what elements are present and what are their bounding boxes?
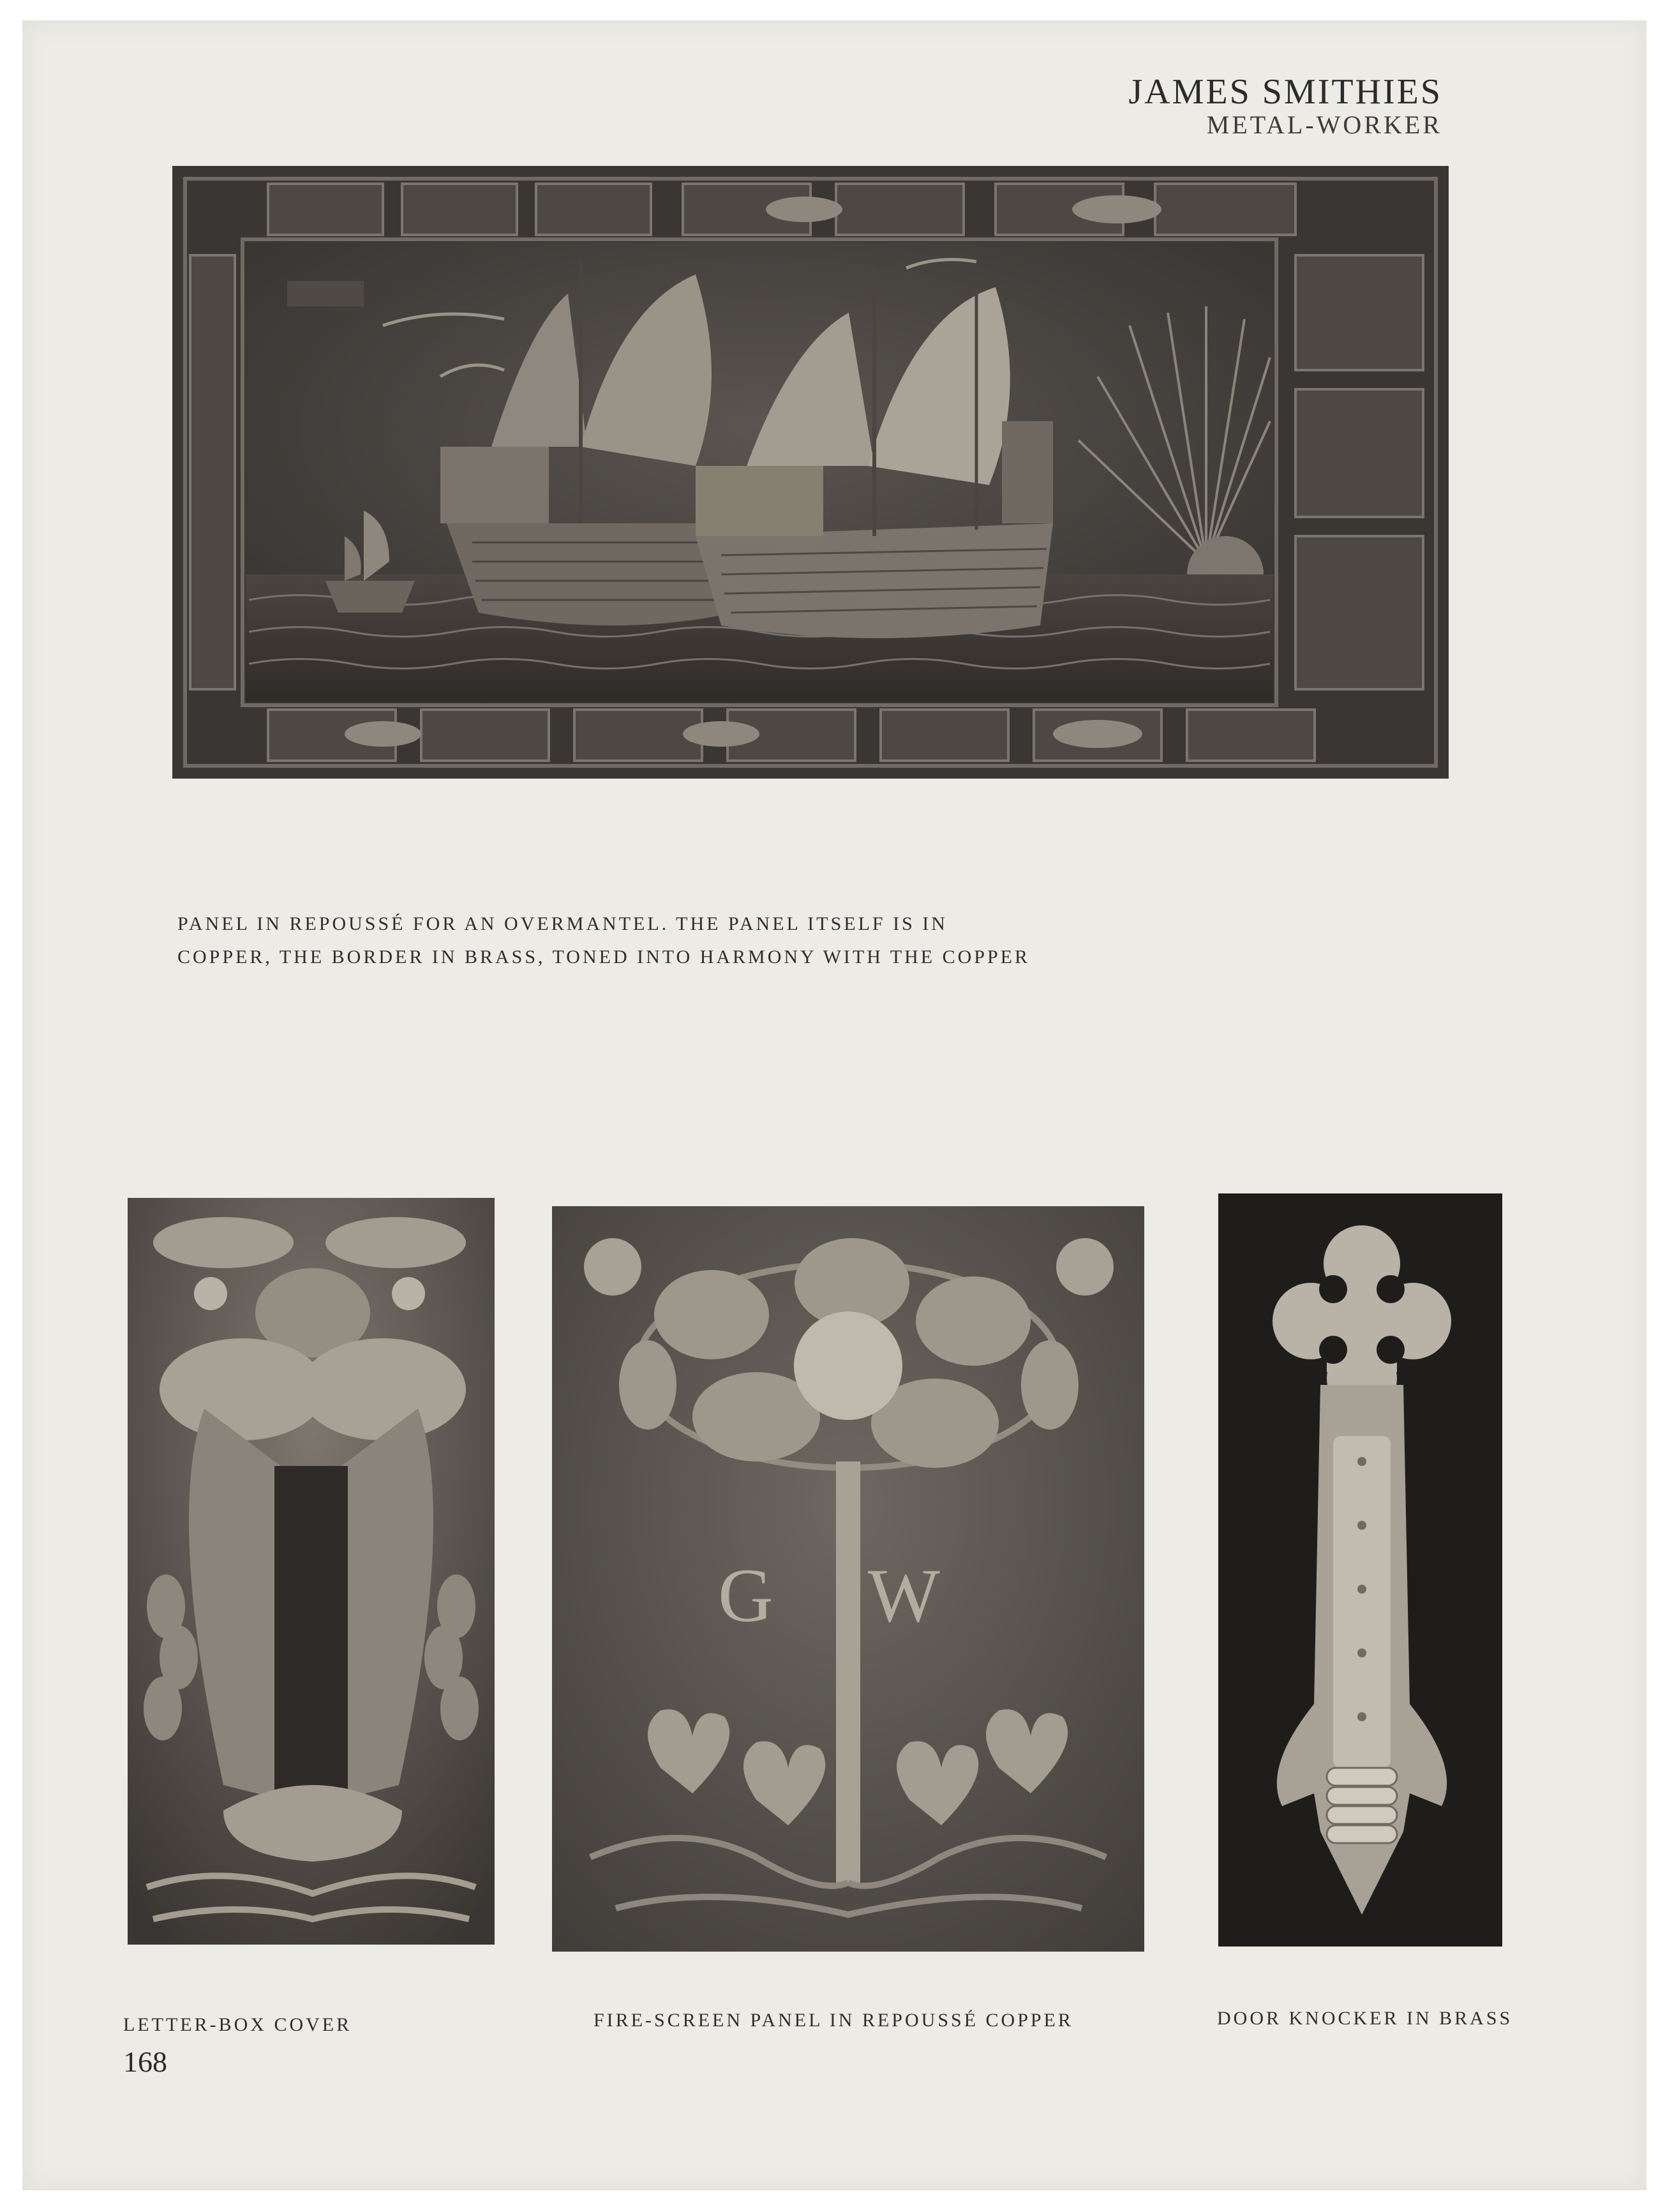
fire-screen-caption: FIRE-SCREEN PANEL IN REPOUSSÉ COPPER: [594, 2010, 1073, 2031]
door-knocker-caption: DOOR KNOCKER IN BRASS: [1217, 2008, 1513, 2029]
fire-screen-monogram: G W: [718, 1553, 978, 1638]
book-page: [22, 20, 1646, 2190]
overmantel-caption-line1: PANEL IN REPOUSSÉ FOR AN OVERMANTEL. THE PANEL ITSELF IS IN: [177, 913, 948, 934]
letter-box-caption: LETTER-BOX COVER: [123, 2014, 352, 2035]
page-number: 168: [123, 2045, 167, 2078]
header-artist-name: JAMES SMITHIES: [1128, 72, 1442, 112]
overmantel-caption: [177, 908, 1198, 974]
overmantel-caption-line2: COPPER, THE BORDER IN BRASS, TONED INTO HARMONY WITH THE COPPER: [177, 946, 1031, 968]
letter-box-cover-photo: [128, 1198, 495, 1945]
overmantel-panel-photo: [172, 166, 1449, 779]
fire-screen-panel-photo: [552, 1206, 1144, 1952]
header-artist-role: METAL-WORKER: [1206, 110, 1442, 139]
door-knocker-photo: [1218, 1193, 1502, 1947]
